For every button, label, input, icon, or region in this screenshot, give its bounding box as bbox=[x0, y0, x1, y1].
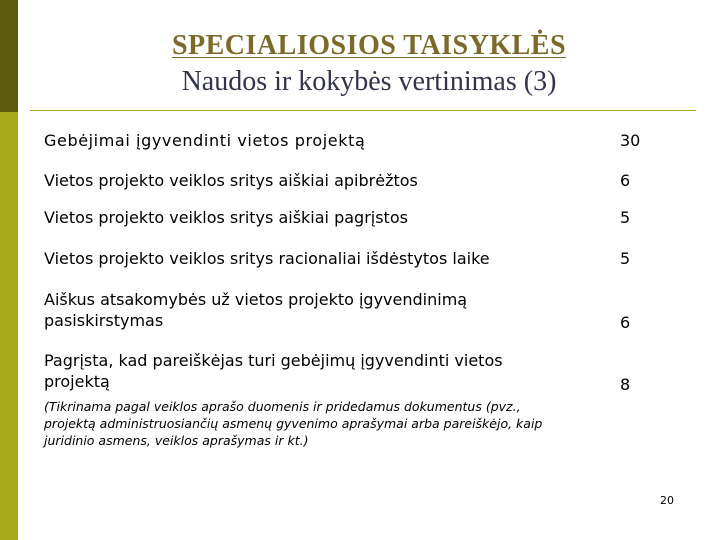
criterion-score: 8 bbox=[620, 375, 631, 394]
criterion-label: Gebėjimai įgyvendinti vietos projektą bbox=[44, 131, 366, 150]
criterion-score: 6 bbox=[620, 171, 631, 190]
title-block bbox=[18, 30, 720, 98]
title-divider bbox=[30, 110, 696, 111]
criterion-score: 6 bbox=[620, 313, 631, 332]
slide-subtitle: Naudos ir kokybės vertinimas (3) bbox=[181, 66, 557, 97]
criterion-label: Aiškus atsakomybės už vietos projekto įgyvendinimą pasiskirstymas bbox=[44, 290, 468, 330]
criterion-score: 5 bbox=[620, 208, 631, 227]
sidebar-accent-dark bbox=[0, 0, 18, 112]
criterion-label: Pagrįsta, kad pareiškėjas turi gebėjimų įgyvendinti vietos projektą bbox=[44, 351, 503, 391]
slide-title: SPECIALIOSIOS TAISYKLĖS bbox=[171, 30, 567, 61]
verification-note: (Tikrinama pagal veiklos aprašo duomenis ir pridedamus dokumentus (pvz., projektą administruosiančių asmenų gyvenimo aprašymai arba pareiškėjo, kaip juridinio asmens, veiklos aprašymas ir kt.) bbox=[44, 399, 543, 448]
criterion-label: Vietos projekto veiklos sritys aiškiai pagrįstos bbox=[44, 208, 408, 227]
criterion-label: Vietos projekto veiklos sritys racionaliai išdėstytos laike bbox=[44, 249, 490, 268]
criterion-label: Vietos projekto veiklos sritys aiškiai apibrėžtos bbox=[44, 171, 418, 190]
page-number: 20 bbox=[660, 494, 674, 507]
criterion-score: 30 bbox=[620, 131, 641, 150]
sidebar-accent-light bbox=[0, 112, 18, 540]
criterion-score: 5 bbox=[620, 249, 631, 268]
